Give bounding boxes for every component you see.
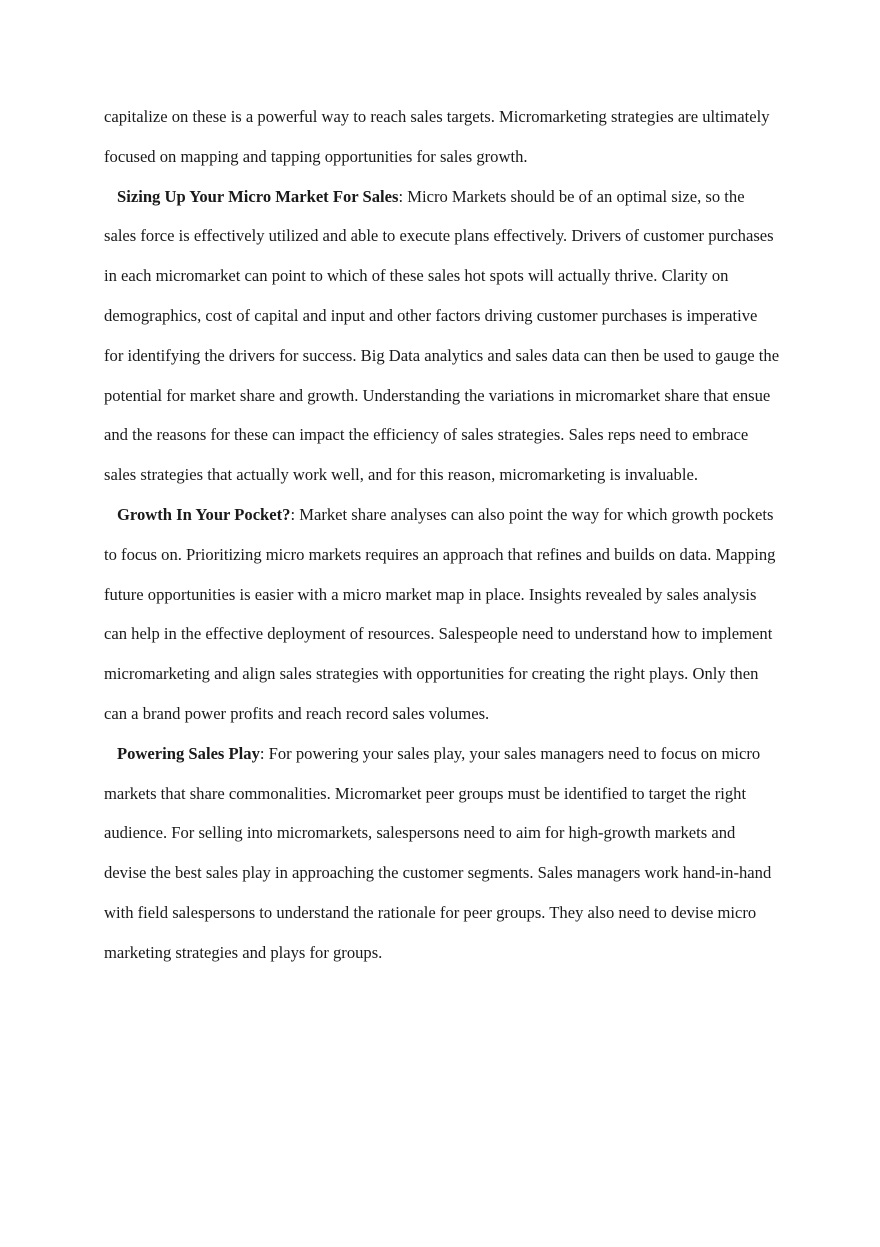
paragraph-body: : Market share analyses can also point the way for which growth pockets to focus on. Prioritizing micro markets requires an approach that refines and builds on data. Mapping future opportunities is easier with a micro market map in place. Insights revealed by sales analysis can help in the effective deployment of resources. Salespeople need to understand how to implement micromarketing and align sales strategies with opportunities for creating the right plays. Only then can a brand power profits and reach record sales volumes. (104, 504, 776, 723)
paragraph-sizing-up (104, 177, 780, 495)
section-heading-sizing-up: Sizing Up Your Micro Market For Sales (117, 186, 399, 206)
paragraph-body: capitalize on these is a powerful way to reach sales targets. Micromarketing strategies are ultimately focused on mapping and tapping opportunities for sales growth. (104, 107, 770, 166)
paragraph-body: : Micro Markets should be of an optimal size, so the sales force is effectively utilized and able to execute plans effectively. Drivers of customer purchases in each micromarket can point to which of these sales hot spots will actually thrive. Clarity on demographics, cost of capital and input and other factors driving customer purchases is imperative for identifying the drivers for success. Big Data analytics and sales data can then be used to gauge the potential for market share and growth. Understanding the variations in micromarket share that ensue and the reasons for these can impact the efficiency of sales strategies. Sales reps need to embrace sales strategies that actually work well, and for this reason, micromarketing is invaluable. (104, 186, 780, 485)
paragraph-growth-pocket (104, 495, 780, 734)
paragraph-powering-sales-play (104, 734, 780, 973)
paragraph-intro-continuation (104, 97, 780, 177)
paragraph-body: : For powering your sales play, your sales managers need to focus on micro markets that share commonalities. Micromarket peer groups must be identified to target the right audience. For selling into micromarkets, salespersons need to aim for high-growth markets and devise the best sales play in approaching the customer segments. Sales managers work hand-in-hand with field salespersons to understand the rationale for peer groups. They also need to devise micro marketing strategies and plays for groups. (104, 743, 772, 962)
section-heading-growth-pocket: Growth In Your Pocket? (117, 504, 291, 524)
document-body (104, 97, 780, 973)
section-heading-powering-sales-play: Powering Sales Play (117, 743, 260, 763)
